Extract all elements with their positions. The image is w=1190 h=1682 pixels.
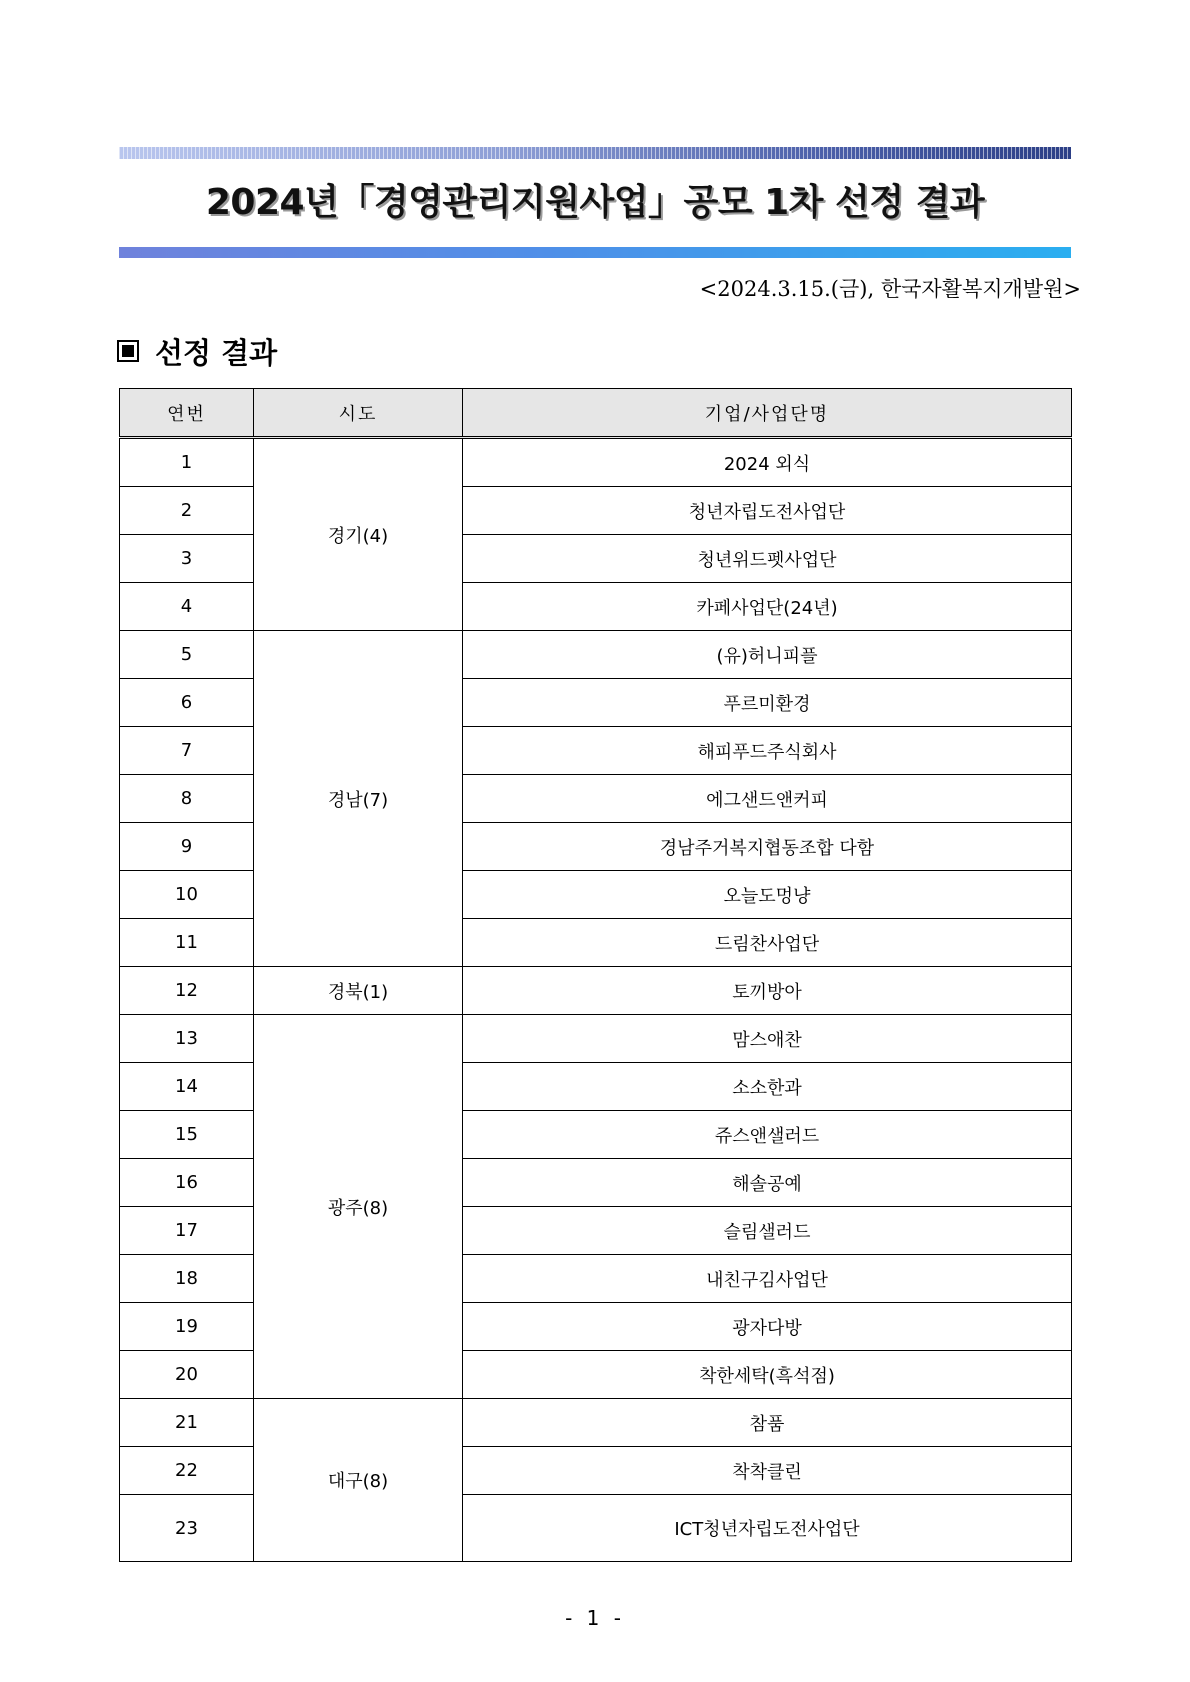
company-name: 착한세탁(흑석점) — [463, 1351, 1072, 1399]
company-name: ICT청년자립도전사업단 — [463, 1495, 1072, 1562]
region-cell: 광주(8) — [254, 1015, 463, 1399]
company-name: 슬림샐러드 — [463, 1207, 1072, 1255]
table-row — [120, 631, 1072, 679]
section-title: 선정 결과 — [155, 335, 278, 370]
row-number: 6 — [120, 679, 254, 727]
company-name: 광자다방 — [463, 1303, 1072, 1351]
title-bottom-bar — [119, 247, 1071, 258]
company-name: 토끼방아 — [463, 967, 1072, 1015]
company-name: 해피푸드주식회사 — [463, 727, 1072, 775]
row-number: 10 — [120, 871, 254, 919]
row-number: 13 — [120, 1015, 254, 1063]
section-heading — [117, 331, 277, 371]
company-name: 푸르미환경 — [463, 679, 1072, 727]
row-number: 16 — [120, 1159, 254, 1207]
table-row — [120, 967, 1072, 1015]
table-row — [120, 1015, 1072, 1063]
region-cell: 경북(1) — [254, 967, 463, 1015]
region-cell: 경남(7) — [254, 631, 463, 967]
row-number: 11 — [120, 919, 254, 967]
company-name: 오늘도멍냥 — [463, 871, 1072, 919]
company-name: 쥬스앤샐러드 — [463, 1111, 1072, 1159]
date-publisher-line: <2024.3.15.(금), 한국자활복지개발원> — [699, 277, 1081, 301]
header-number: 연번 — [120, 389, 254, 438]
row-number: 2 — [120, 487, 254, 535]
company-name: 청년위드펫사업단 — [463, 535, 1072, 583]
row-number: 18 — [120, 1255, 254, 1303]
title-top-bar — [119, 147, 1071, 159]
row-number: 8 — [120, 775, 254, 823]
company-name: 착착클린 — [463, 1447, 1072, 1495]
company-name: 2024 외식 — [463, 438, 1072, 487]
row-number: 3 — [120, 535, 254, 583]
table-header-row — [120, 389, 1072, 438]
company-name: 경남주거복지협동조합 다함 — [463, 823, 1072, 871]
company-name: 소소한과 — [463, 1063, 1072, 1111]
header-region: 시도 — [254, 389, 463, 438]
company-name: 청년자립도전사업단 — [463, 487, 1072, 535]
page-number: - 1 - — [565, 1606, 625, 1630]
results-table — [119, 388, 1072, 1562]
row-number: 20 — [120, 1351, 254, 1399]
row-number: 9 — [120, 823, 254, 871]
row-number: 22 — [120, 1447, 254, 1495]
company-name: 에그샌드앤커피 — [463, 775, 1072, 823]
company-name: 해솔공예 — [463, 1159, 1072, 1207]
table-row — [120, 438, 1072, 487]
company-name: 드림찬사업단 — [463, 919, 1072, 967]
row-number: 23 — [120, 1495, 254, 1562]
row-number: 21 — [120, 1399, 254, 1447]
page-title: 2024년「경영관리지원사업」공모 1차 선정 결과 — [205, 182, 985, 223]
row-number: 5 — [120, 631, 254, 679]
company-name: 맘스애찬 — [463, 1015, 1072, 1063]
company-name: 참품 — [463, 1399, 1072, 1447]
company-name: 카페사업단(24년) — [463, 583, 1072, 631]
row-number: 14 — [120, 1063, 254, 1111]
region-cell: 경기(4) — [254, 438, 463, 631]
row-number: 4 — [120, 583, 254, 631]
region-cell: 대구(8) — [254, 1399, 463, 1562]
row-number: 15 — [120, 1111, 254, 1159]
row-number: 1 — [120, 438, 254, 487]
company-name: (유)허니피플 — [463, 631, 1072, 679]
row-number: 17 — [120, 1207, 254, 1255]
company-name: 내친구김사업단 — [463, 1255, 1072, 1303]
header-name: 기업/사업단명 — [463, 389, 1072, 438]
row-number: 7 — [120, 727, 254, 775]
table-row — [120, 1399, 1072, 1447]
row-number: 19 — [120, 1303, 254, 1351]
filled-square-icon — [117, 340, 139, 362]
row-number: 12 — [120, 967, 254, 1015]
